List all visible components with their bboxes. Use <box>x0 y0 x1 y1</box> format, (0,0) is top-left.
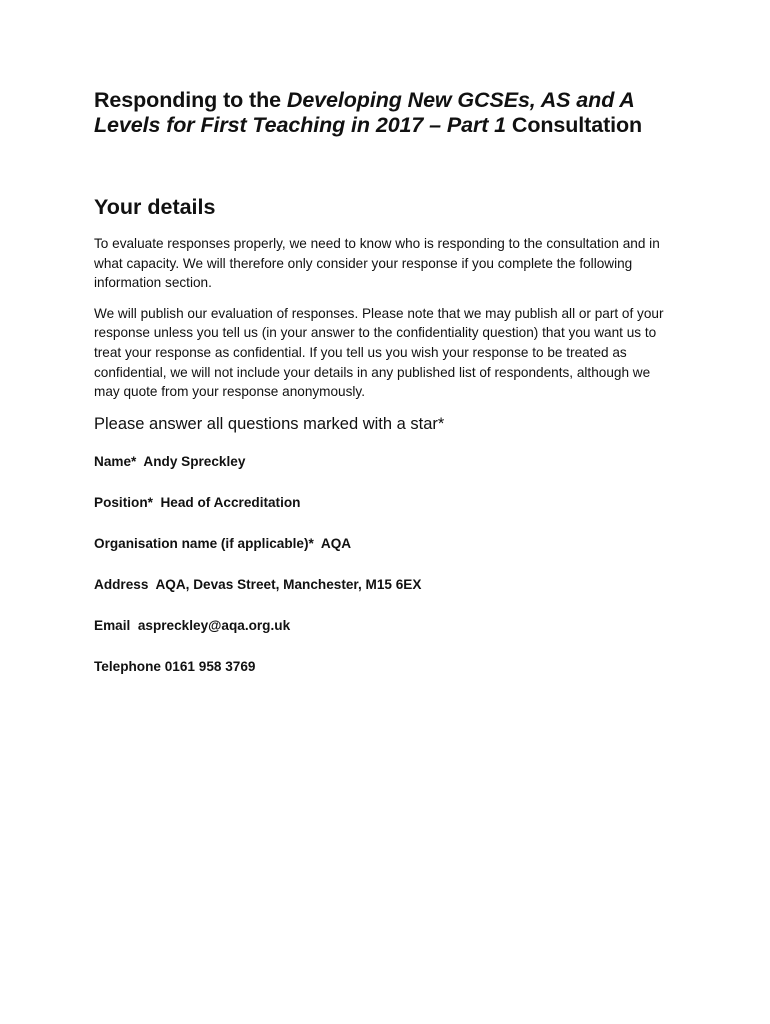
field-address-value: AQA, Devas Street, Manchester, M15 6EX <box>155 576 422 592</box>
field-name-value: Andy Spreckley <box>143 453 246 469</box>
intro-paragraph: To evaluate responses properly, we need to know who is responding to the consultation and in what capacity. We will therefore only consider your response if you complete the following information section. <box>94 236 660 291</box>
field-organisation <box>94 535 674 553</box>
field-telephone <box>94 658 674 676</box>
field-address <box>94 576 674 594</box>
field-email-value: aspreckley@aqa.org.uk <box>137 617 291 633</box>
field-position-label: Position* <box>94 494 153 510</box>
document-title <box>94 88 674 138</box>
title-suffix: Consultation <box>506 113 643 137</box>
field-address-label: Address <box>94 576 149 592</box>
field-telephone-label: Telephone <box>94 658 161 674</box>
field-email <box>94 617 674 635</box>
field-telephone-value: 0161 958 3769 <box>164 658 256 674</box>
field-name <box>94 453 674 471</box>
field-organisation-value: AQA <box>320 535 352 551</box>
title-italic: Developing New GCSEs, AS and A Levels for First Teaching in 2017 – Part 1 <box>94 88 634 137</box>
section-heading-your-details: Your details <box>94 195 216 219</box>
field-email-label: Email <box>94 617 131 633</box>
field-position-value: Head of Accreditation <box>160 494 301 510</box>
instruction-text: Please answer all questions marked with a star* <box>94 414 445 433</box>
document-page <box>94 88 674 676</box>
field-name-label: Name* <box>94 453 137 469</box>
publication-paragraph: We will publish our evaluation of responses. Please note that we may publish all or part of your response unless you tell us (in your answer to the confidentiality question) that you want us to treat your response as confidential. If you tell us you wish your response to be treated as confidential, we will not include your details in any published list of respondents, although we may quote from your response anonymously. <box>94 305 664 400</box>
field-position <box>94 494 674 512</box>
title-prefix: Responding to the <box>94 88 287 112</box>
field-organisation-label: Organisation name (if applicable)* <box>94 535 314 551</box>
